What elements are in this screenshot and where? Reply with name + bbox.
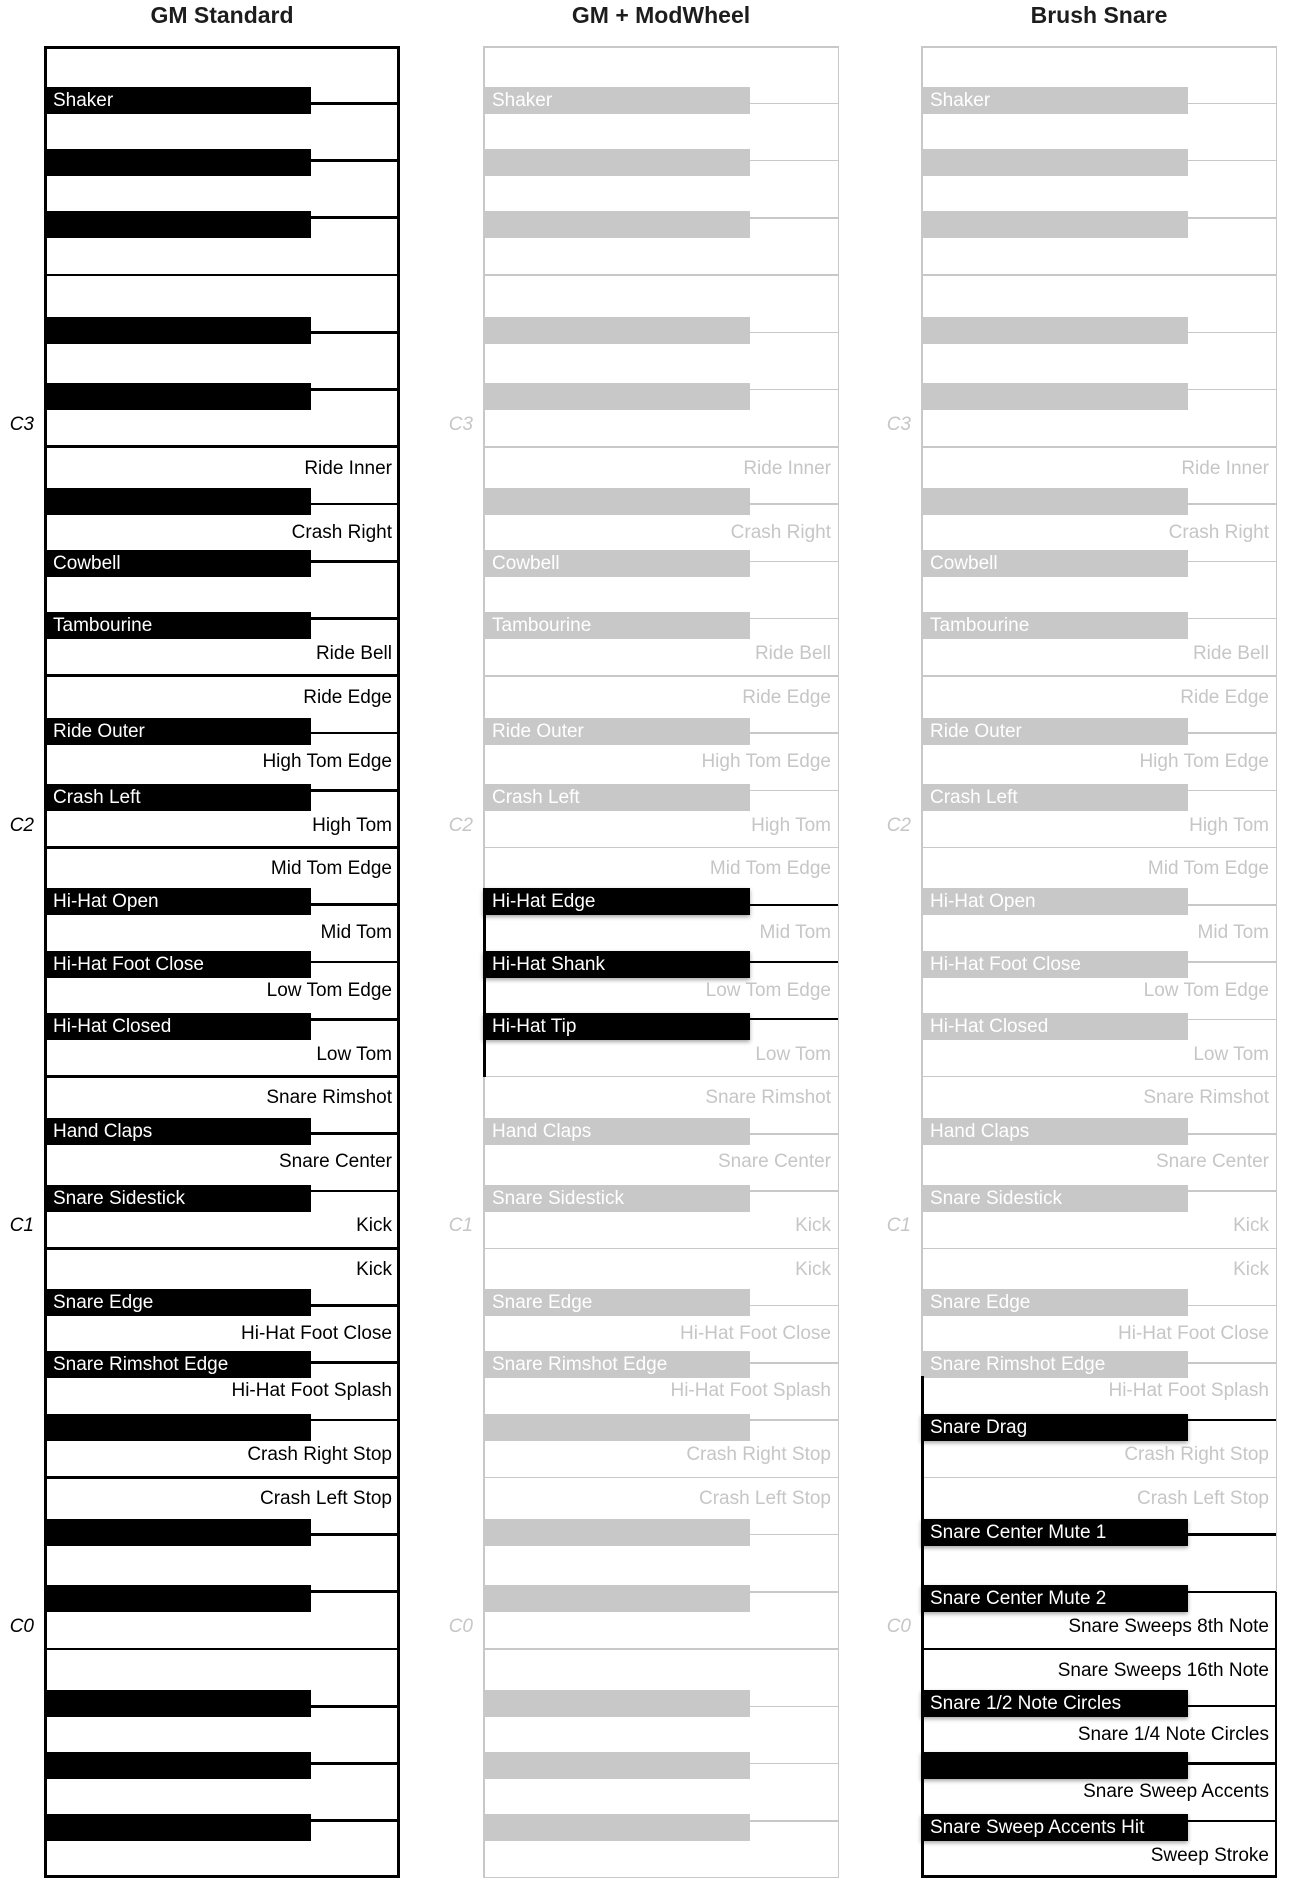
white-key-label-crash-right: Crash Right — [1168, 521, 1269, 543]
keyboard-border — [483, 1877, 839, 1879]
black-key-ride-outer: Ride Outer — [483, 718, 750, 745]
black-key-snare-edge: Snare Edge — [483, 1289, 750, 1316]
white-key-label-sweep-stroke: Sweep Stroke — [1150, 1845, 1269, 1867]
white-key-label-snare-sweeps-8th-note: Snare Sweeps 8th Note — [1068, 1616, 1269, 1638]
white-key-label-mid-tom-edge: Mid Tom Edge — [1147, 858, 1269, 880]
key-boundary-line — [44, 846, 400, 849]
octave-marker-c3-gm-modwheel: C3 — [448, 413, 473, 435]
black-key-hi-hat-closed: Hi-Hat Closed — [44, 1013, 311, 1040]
black-key-crash-left: Crash Left — [483, 784, 750, 811]
black-key-cowbell: Cowbell — [44, 550, 311, 577]
white-key-label-crash-left-stop: Crash Left Stop — [1136, 1488, 1269, 1510]
black-key — [483, 1814, 750, 1841]
black-key-hand-claps: Hand Claps — [483, 1118, 750, 1145]
black-key-cowbell: Cowbell — [483, 550, 750, 577]
white-key-label-ride-edge: Ride Edge — [303, 686, 392, 708]
black-key — [44, 1519, 311, 1546]
black-key — [44, 149, 311, 176]
white-key-label-crash-right: Crash Right — [730, 521, 831, 543]
black-key-tambourine: Tambourine — [44, 612, 311, 639]
key-boundary-line — [483, 1076, 839, 1078]
black-key-hi-hat-foot-close: Hi-Hat Foot Close — [44, 951, 311, 978]
white-key-label-ride-bell: Ride Bell — [315, 642, 392, 664]
black-key-snare-edge: Snare Edge — [921, 1289, 1188, 1316]
black-key-snare-center-mute-2: Snare Center Mute 2 — [921, 1585, 1188, 1612]
white-key-label-kick: Kick — [795, 1215, 831, 1237]
white-key-label-hi-hat-foot-splash: Hi-Hat Foot Splash — [231, 1380, 392, 1402]
black-key — [483, 1519, 750, 1546]
black-key — [483, 1585, 750, 1612]
key-boundary-line — [44, 445, 400, 448]
white-key-label-mid-tom: Mid Tom — [1197, 922, 1269, 944]
black-key-hi-hat-open: Hi-Hat Open — [921, 888, 1188, 915]
black-key — [483, 317, 750, 344]
black-key-ride-outer: Ride Outer — [921, 718, 1188, 745]
octave-marker-c1-gm-modwheel: C1 — [448, 1215, 473, 1237]
black-key — [44, 1690, 311, 1717]
white-key-label-kick: Kick — [356, 1259, 392, 1281]
black-key-snare-center-mute-1: Snare Center Mute 1 — [921, 1519, 1188, 1546]
key-boundary-line — [483, 847, 839, 849]
white-key-label-ride-bell: Ride Bell — [1192, 642, 1269, 664]
black-key — [483, 1414, 750, 1441]
keyboard-title-brush-snare: Brush Snare — [1030, 2, 1168, 28]
white-key-label-snare-rimshot: Snare Rimshot — [266, 1087, 392, 1109]
key-boundary-line — [44, 274, 400, 277]
white-key-label-low-tom: Low Tom — [755, 1043, 831, 1065]
white-key-label-snare-center: Snare Center — [278, 1151, 392, 1173]
key-boundary-line — [921, 675, 1277, 677]
white-key-label-hi-hat-foot-close: Hi-Hat Foot Close — [1118, 1323, 1269, 1345]
black-key-snare-rimshot-edge: Snare Rimshot Edge — [921, 1351, 1188, 1378]
black-key-shaker: Shaker — [44, 87, 311, 114]
white-key-label-mid-tom-edge: Mid Tom Edge — [270, 858, 392, 880]
white-key-label-crash-right: Crash Right — [291, 521, 392, 543]
key-boundary-line — [921, 274, 1277, 276]
keyboard-border — [397, 46, 400, 1878]
keyboard-border — [44, 46, 400, 49]
black-key-shaker: Shaker — [483, 87, 750, 114]
black-key-cowbell: Cowbell — [921, 550, 1188, 577]
white-key-label-crash-right-stop: Crash Right Stop — [1124, 1444, 1269, 1466]
white-key-label-snare-center: Snare Center — [717, 1151, 831, 1173]
keyboard-border — [838, 46, 840, 1878]
key-boundary-line — [921, 446, 1277, 448]
white-key-label-high-tom: High Tom — [1189, 814, 1269, 836]
white-key-label-low-tom-edge: Low Tom Edge — [266, 979, 392, 1001]
white-key-label-hi-hat-foot-close: Hi-Hat Foot Close — [680, 1323, 831, 1345]
black-key-hi-hat-closed: Hi-Hat Closed — [921, 1013, 1188, 1040]
active-group-border — [1275, 1592, 1278, 1878]
black-key-ride-outer: Ride Outer — [44, 718, 311, 745]
black-key — [483, 1752, 750, 1779]
key-boundary-line — [483, 1477, 839, 1479]
white-key-label-snare-rimshot: Snare Rimshot — [1143, 1087, 1269, 1109]
black-key-tambourine: Tambourine — [921, 612, 1188, 639]
black-key-hand-claps: Hand Claps — [44, 1118, 311, 1145]
keyboard-title-gm-standard: GM Standard — [150, 2, 294, 28]
black-key — [44, 317, 311, 344]
octave-marker-c0-brush-snare: C0 — [886, 1616, 911, 1638]
keyboard-brush-snare — [921, 46, 1277, 1878]
white-key-label-crash-right-stop: Crash Right Stop — [247, 1444, 392, 1466]
key-boundary-line — [921, 1248, 1277, 1250]
key-boundary-line — [921, 1076, 1277, 1078]
white-key-label-hi-hat-foot-splash: Hi-Hat Foot Splash — [670, 1380, 831, 1402]
white-key-label-high-tom: High Tom — [312, 814, 392, 836]
black-key — [483, 488, 750, 515]
octave-marker-c1-brush-snare: C1 — [886, 1215, 911, 1237]
white-key-label-crash-left-stop: Crash Left Stop — [259, 1488, 392, 1510]
black-key-hi-hat-shank: Hi-Hat Shank — [483, 951, 750, 978]
keyboard-border — [483, 46, 839, 48]
key-boundary-line — [44, 1075, 400, 1078]
black-key — [44, 488, 311, 515]
white-key-label-mid-tom: Mid Tom — [759, 922, 831, 944]
black-key-snare-sidestick: Snare Sidestick — [483, 1185, 750, 1212]
key-boundary-line — [483, 1248, 839, 1250]
white-key-label-high-tom-edge: High Tom Edge — [701, 750, 831, 772]
key-boundary-line — [44, 1476, 400, 1479]
black-key — [483, 211, 750, 238]
white-key-label-snare-sweeps-16th-note: Snare Sweeps 16th Note — [1057, 1659, 1269, 1681]
black-key-snare-rimshot-edge: Snare Rimshot Edge — [483, 1351, 750, 1378]
octave-marker-c3-brush-snare: C3 — [886, 413, 911, 435]
key-boundary-line — [483, 446, 839, 448]
active-group-border — [921, 1875, 1277, 1878]
white-key-label-high-tom: High Tom — [751, 814, 831, 836]
black-key — [44, 1752, 311, 1779]
white-key-label-mid-tom-edge: Mid Tom Edge — [709, 858, 831, 880]
black-key — [921, 488, 1188, 515]
black-key — [483, 149, 750, 176]
black-key-snare-1-2-note-circles: Snare 1/2 Note Circles — [921, 1690, 1188, 1717]
black-key-snare-drag: Snare Drag — [921, 1414, 1188, 1441]
keyboard-border — [921, 46, 1277, 48]
black-key-crash-left: Crash Left — [44, 784, 311, 811]
black-key-shaker: Shaker — [921, 87, 1188, 114]
keyboard-gm-standard — [44, 46, 400, 1878]
black-key — [44, 1814, 311, 1841]
black-key — [921, 317, 1188, 344]
white-key-label-snare-center: Snare Center — [1155, 1151, 1269, 1173]
black-key — [44, 1585, 311, 1612]
black-key — [921, 383, 1188, 410]
black-key-crash-left: Crash Left — [921, 784, 1188, 811]
white-key-label-high-tom-edge: High Tom Edge — [262, 750, 392, 772]
white-key-label-ride-inner: Ride Inner — [1181, 457, 1269, 479]
white-key-label-crash-right-stop: Crash Right Stop — [686, 1444, 831, 1466]
white-key-label-mid-tom: Mid Tom — [320, 922, 392, 944]
octave-marker-c0-gm-standard: C0 — [9, 1616, 34, 1638]
white-key-label-ride-edge: Ride Edge — [1180, 686, 1269, 708]
black-key-hand-claps: Hand Claps — [921, 1118, 1188, 1145]
white-key-label-kick: Kick — [795, 1259, 831, 1281]
key-boundary-line — [483, 675, 839, 677]
white-key-label-crash-left-stop: Crash Left Stop — [698, 1488, 831, 1510]
white-key-label-snare-sweep-accents: Snare Sweep Accents — [1083, 1781, 1269, 1803]
black-key — [483, 1690, 750, 1717]
black-key — [921, 149, 1188, 176]
black-key-snare-edge: Snare Edge — [44, 1289, 311, 1316]
key-boundary-line — [921, 847, 1277, 849]
black-key-hi-hat-edge: Hi-Hat Edge — [483, 888, 750, 915]
white-key-label-low-tom-edge: Low Tom Edge — [1143, 979, 1269, 1001]
black-key-snare-sweep-accents-hit: Snare Sweep Accents Hit — [921, 1814, 1188, 1841]
black-key-hi-hat-open: Hi-Hat Open — [44, 888, 311, 915]
black-key-snare-sidestick: Snare Sidestick — [921, 1185, 1188, 1212]
black-key — [921, 1752, 1188, 1779]
black-key — [44, 1414, 311, 1441]
white-key-label-high-tom-edge: High Tom Edge — [1139, 750, 1269, 772]
active-group-border — [921, 1376, 924, 1878]
keyboard-gm-modwheel — [483, 46, 839, 1878]
white-key-label-ride-bell: Ride Bell — [754, 642, 831, 664]
white-key-label-ride-inner: Ride Inner — [743, 457, 831, 479]
key-boundary-line — [483, 274, 839, 276]
black-key-snare-rimshot-edge: Snare Rimshot Edge — [44, 1351, 311, 1378]
active-group-border — [483, 891, 486, 1076]
black-key-hi-hat-foot-close: Hi-Hat Foot Close — [921, 951, 1188, 978]
black-key — [44, 383, 311, 410]
keyboard-border — [44, 1875, 400, 1878]
key-boundary-line — [44, 1648, 400, 1651]
black-key-hi-hat-tip: Hi-Hat Tip — [483, 1013, 750, 1040]
black-key — [921, 211, 1188, 238]
black-key-tambourine: Tambourine — [483, 612, 750, 639]
key-boundary-line — [921, 1477, 1277, 1479]
white-key-label-hi-hat-foot-close: Hi-Hat Foot Close — [241, 1323, 392, 1345]
white-key-label-ride-inner: Ride Inner — [304, 457, 392, 479]
white-key-label-hi-hat-foot-splash: Hi-Hat Foot Splash — [1108, 1380, 1269, 1402]
white-key-label-kick: Kick — [1233, 1215, 1269, 1237]
white-key-label-snare-rimshot: Snare Rimshot — [705, 1087, 831, 1109]
white-key-label-kick: Kick — [1233, 1259, 1269, 1281]
black-key — [483, 383, 750, 410]
octave-marker-c2-brush-snare: C2 — [886, 814, 911, 836]
octave-marker-c1-gm-standard: C1 — [9, 1215, 34, 1237]
keyboard-title-gm-modwheel: GM + ModWheel — [571, 2, 751, 28]
octave-marker-c0-gm-modwheel: C0 — [448, 1616, 473, 1638]
key-boundary-line — [921, 1648, 1277, 1650]
white-key-label-low-tom-edge: Low Tom Edge — [705, 979, 831, 1001]
white-key-label-snare-1-4-note-circles: Snare 1/4 Note Circles — [1077, 1723, 1269, 1745]
octave-marker-c2-gm-modwheel: C2 — [448, 814, 473, 836]
octave-marker-c2-gm-standard: C2 — [9, 814, 34, 836]
white-key-label-kick: Kick — [356, 1215, 392, 1237]
octave-marker-c3-gm-standard: C3 — [9, 413, 34, 435]
black-key — [44, 211, 311, 238]
white-key-label-ride-edge: Ride Edge — [742, 686, 831, 708]
key-boundary-line — [483, 1648, 839, 1650]
key-boundary-line — [44, 674, 400, 677]
black-key-snare-sidestick: Snare Sidestick — [44, 1185, 311, 1212]
key-boundary-line — [44, 1247, 400, 1250]
white-key-label-low-tom: Low Tom — [1193, 1043, 1269, 1065]
white-key-label-low-tom: Low Tom — [316, 1043, 392, 1065]
